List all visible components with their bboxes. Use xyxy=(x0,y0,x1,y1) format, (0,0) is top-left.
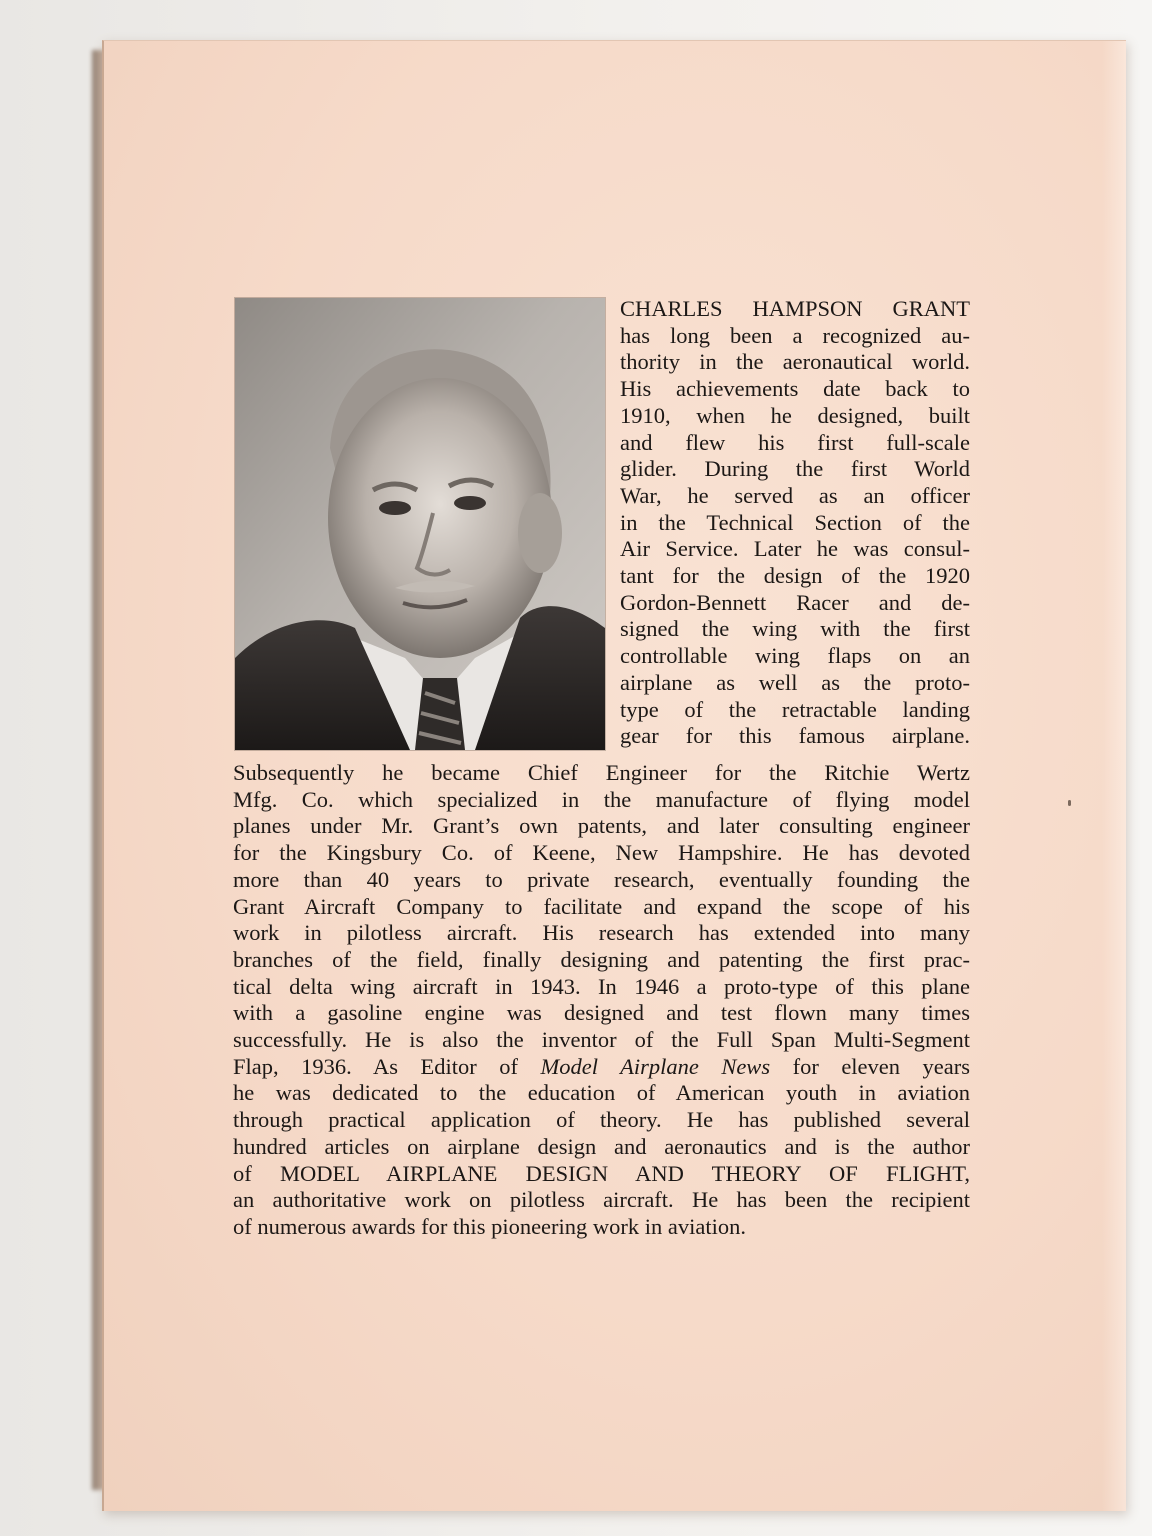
bio-line: work in pilotless aircraft. His research has extended into many xyxy=(233,920,970,946)
bio-line-with-title xyxy=(233,1054,970,1081)
bio-line: controllable wing flaps on an xyxy=(620,643,970,669)
bio-line: tical delta wing aircraft in 1943. In 1946 a proto-type of this plane xyxy=(233,973,970,999)
paper-speck xyxy=(1068,800,1071,806)
bio-line: of MODEL AIRPLANE DESIGN AND THEORY OF FLIGHT, xyxy=(233,1160,970,1186)
bio-line: signed the wing with the first xyxy=(620,616,970,642)
bio-line: Gordon-Bennett Racer and de- xyxy=(620,589,970,615)
bio-text-beside-portrait xyxy=(620,296,970,750)
bio-line: gear for this famous airplane. xyxy=(620,723,970,749)
bio-line: branches of the field, finally designing and patenting the first prac- xyxy=(233,946,970,972)
bio-line: 1910, when he designed, built xyxy=(620,402,970,428)
bio-line: more than 40 years to private research, eventually founding the xyxy=(233,866,970,892)
bio-line: type of the retractable landing xyxy=(620,696,970,722)
bio-line: Grant Aircraft Company to facilitate and expand the scope of his xyxy=(233,893,970,919)
bio-line: successfully. He is also the inventor of the Full Span Multi-Segment xyxy=(233,1027,970,1053)
bio-line: in the Technical Section of the xyxy=(620,509,970,535)
author-portrait xyxy=(235,298,605,750)
bio-line: thority in the aeronautical world. xyxy=(620,349,970,375)
bio-text-full-width xyxy=(233,760,970,1241)
bio-line: CHARLES HAMPSON GRANT xyxy=(620,296,970,321)
bio-line-end: for eleven years xyxy=(792,1053,970,1079)
bio-line: Air Service. Later he was consul- xyxy=(620,536,970,562)
bio-line: hundred articles on airplane design and aeronautics and is the author xyxy=(233,1133,970,1159)
bio-line: Mfg. Co. which specialized in the manufacture of flying model xyxy=(233,786,970,812)
bio-line-start: Flap, 1936. As Editor of xyxy=(233,1053,518,1079)
bio-line: he was dedicated to the education of American youth in aviation xyxy=(233,1080,970,1106)
bio-line: airplane as well as the proto- xyxy=(620,669,970,695)
bio-line: glider. During the first World xyxy=(620,456,970,482)
bio-line: tant for the design of the 1920 xyxy=(620,563,970,589)
bio-line: for the Kingsbury Co. of Keene, New Hampshire. He has devoted xyxy=(233,840,970,866)
bio-line: Subsequently he became Chief Engineer for the Ritchie Wertz xyxy=(233,760,970,785)
bio-line: and flew his first full-scale xyxy=(620,429,970,455)
bio-last-line: of numerous awards for this pioneering work in aviation. xyxy=(233,1213,747,1239)
bio-line: planes under Mr. Grant’s own patents, and later consulting engineer xyxy=(233,813,970,839)
bio-line: with a gasoline engine was designed and test flown many times xyxy=(233,1000,970,1026)
bio-line: His achievements date back to xyxy=(620,376,970,402)
bio-line: an authoritative work on pilotless aircraft. He has been the recipient xyxy=(233,1187,970,1213)
bio-line: War, he served as an officer xyxy=(620,482,970,508)
bio-line: has long been a recognized au- xyxy=(620,322,970,348)
magazine-title: Model Airplane News xyxy=(540,1053,771,1079)
bio-line: through practical application of theory. He has published several xyxy=(233,1107,970,1133)
